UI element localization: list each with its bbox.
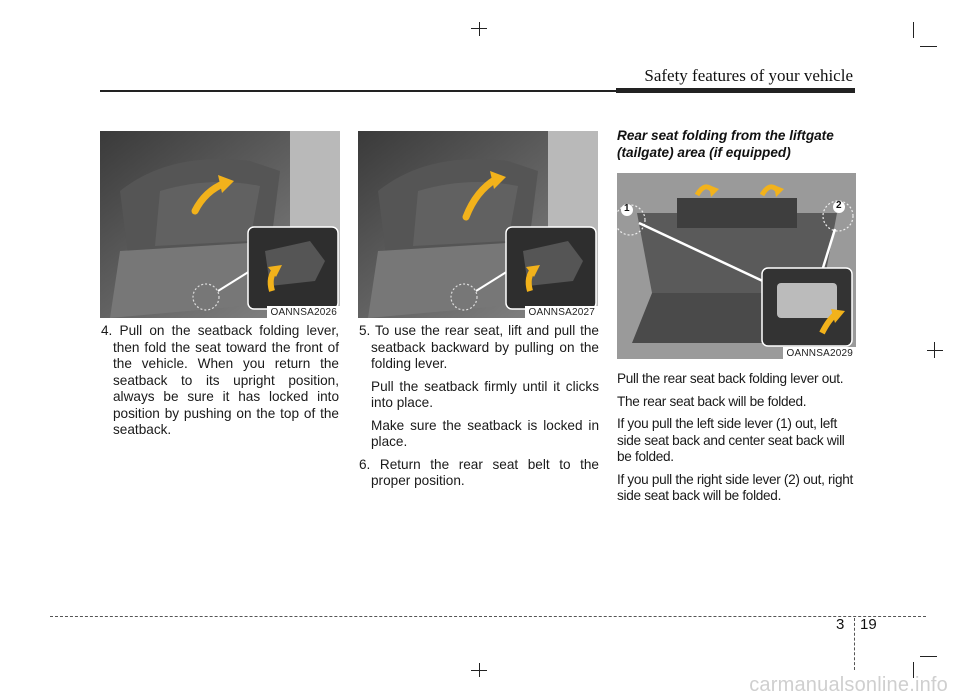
- column-3: [617, 371, 857, 511]
- step-4: [101, 323, 339, 439]
- paragraph: If you pull the left side lever (1) out, left side seat back and center seat back will be folded.: [617, 416, 845, 464]
- step-6: [359, 457, 599, 490]
- step-number: 6.: [359, 456, 380, 472]
- column-1: [101, 323, 339, 445]
- figure-seatback-fold: [100, 131, 340, 318]
- step-5: [359, 323, 599, 373]
- step-text: Return the rear seat belt to the proper position.: [371, 456, 599, 488]
- footer-rule: [50, 616, 926, 617]
- crop-mark-bottom-center-h: [471, 670, 487, 671]
- crop-mark-right-center-h: [927, 350, 943, 351]
- paragraph: The rear seat back will be folded.: [617, 393, 807, 409]
- chapter-number: 3: [836, 616, 845, 633]
- step-text: To use the rear seat, lift and pull the seatback backward by pulling on the folding lever.: [371, 323, 599, 371]
- figure-seatback-return: [358, 131, 598, 318]
- step-text: Pull on the seatback folding lever, then fold the seat toward the front of the vehicle. When you return the seatback to its upright position, always be sure it has locked into position by pushing on the top of the seatback.: [113, 323, 339, 437]
- page-number: 19: [860, 616, 877, 633]
- crop-mark-top-right-h: [920, 46, 937, 47]
- seat-illustration: [358, 131, 598, 318]
- section-title: Rear seat folding from the liftgate (tailgate) area (if equipped): [617, 128, 834, 160]
- cargo-illustration: [617, 173, 856, 359]
- step-number: 5.: [359, 323, 375, 338]
- callout-1: 1: [624, 203, 630, 214]
- paragraph: If you pull the right side lever (2) out, right side seat back will be folded.: [617, 471, 853, 503]
- step-number: 4.: [101, 323, 120, 338]
- seat-illustration: [100, 131, 340, 318]
- page-header-title: Safety features of your vehicle: [644, 66, 853, 85]
- figure-liftgate-fold: [617, 173, 856, 359]
- crop-mark-top-center-h: [471, 28, 487, 29]
- paragraph: Pull the rear seat back folding lever out.: [617, 371, 844, 386]
- header-rule-accent: [616, 88, 855, 93]
- note-2: Make sure the seatback is locked in place.: [371, 417, 599, 449]
- callout-2: 2: [836, 200, 842, 211]
- note-1: Pull the seatback firmly until it clicks into place.: [371, 378, 599, 410]
- crop-mark-top-right-v: [913, 22, 914, 38]
- figure-code: OANNSA2026: [267, 306, 340, 318]
- figure-code: OANNSA2029: [783, 347, 856, 359]
- crop-mark-bottom-right-h: [920, 656, 937, 657]
- figure-code: OANNSA2027: [525, 306, 598, 318]
- footer-divider: [854, 618, 855, 670]
- watermark: carmanualsonline.info: [749, 674, 948, 696]
- column-2: [359, 323, 599, 496]
- crop-mark-top-center-v: [479, 22, 480, 36]
